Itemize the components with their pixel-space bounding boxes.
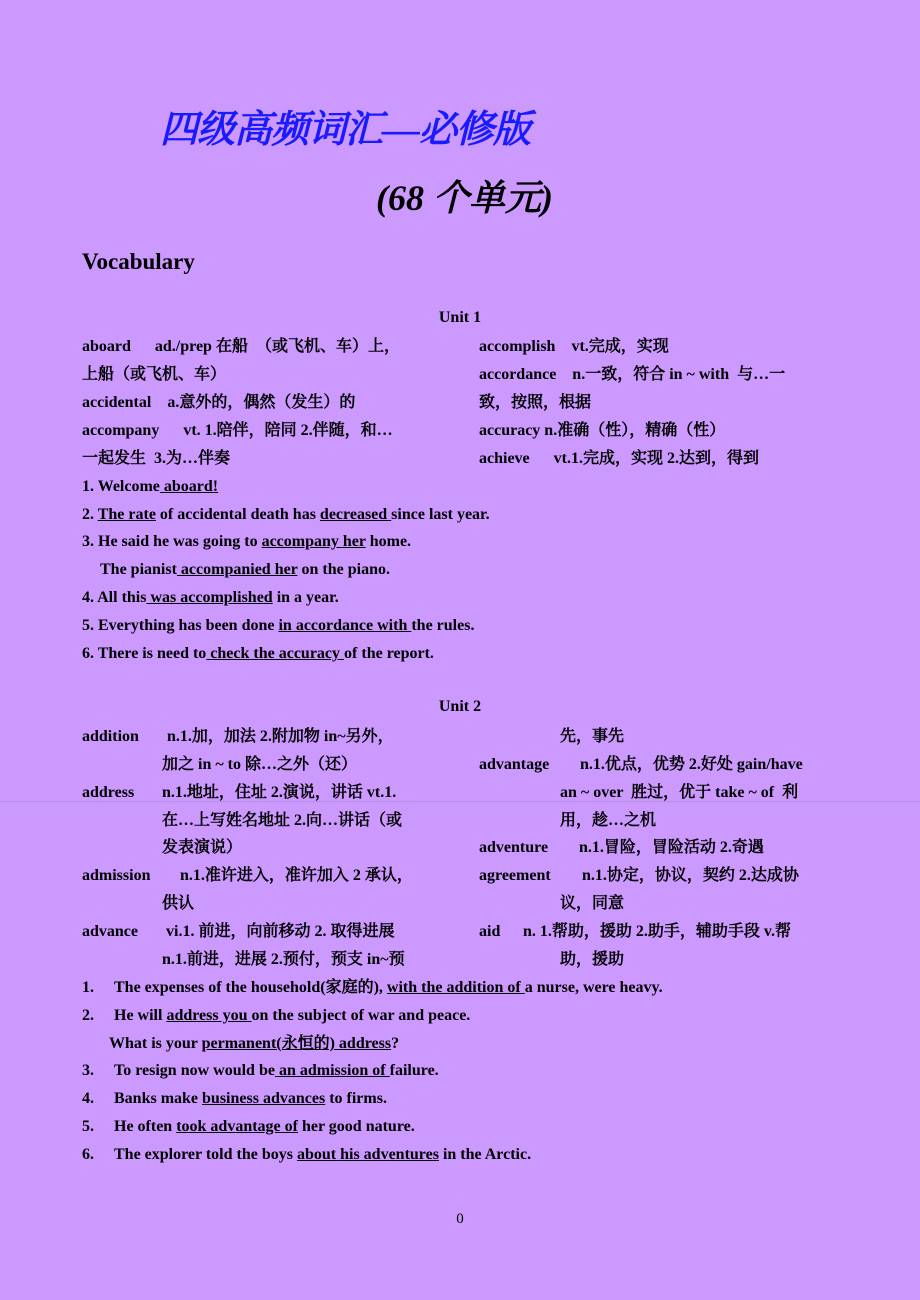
page-subtitle: (68 个单元)	[376, 178, 553, 218]
example-number-4: 4.	[82, 1090, 94, 1107]
example-number-2: 2.	[82, 1007, 94, 1024]
def-address-1: n.1.地址，住址 2.演说，讲话 vt.1.	[162, 784, 397, 801]
entry-aboard-cont: 上船（或飞机、车）	[82, 366, 227, 383]
term-addition: addition	[82, 728, 139, 745]
def-admission-1: n.1.准许进入，准许加入 2 承认，	[180, 867, 413, 884]
example-5: 5. Everything has been done in accordance with the rules.	[82, 617, 475, 634]
entry-accompany: accompany vt. 1.陪伴，陪同 2.伴随，和…	[82, 422, 393, 439]
example-2b: What is your permanent(永恒的) address?	[109, 1035, 400, 1052]
unit1-heading: Unit 1	[438, 309, 482, 326]
example-number-3: 3.	[82, 1062, 94, 1079]
term-aid: aid	[479, 923, 501, 940]
page-number: 0	[456, 1211, 464, 1227]
example-number-6: 6.	[82, 1146, 94, 1163]
example-number-5: 5.	[82, 1118, 94, 1135]
def-advance-1: vi.1. 前进，向前移动 2. 取得进展	[166, 923, 395, 940]
entry-achieve: achieve vt.1.完成，实现 2.达到，得到	[479, 450, 759, 467]
example-1: 1. Welcome aboard!	[82, 478, 219, 495]
unit2-heading: Unit 2	[438, 698, 482, 715]
page-title: 四级高频词汇—必修版	[160, 109, 531, 151]
def-address-2: 在…上写姓名地址 2.向…讲话（或	[162, 812, 403, 829]
term-adventure: adventure	[479, 839, 549, 856]
example-3: 3. He said he was going to accompany her home.	[82, 533, 412, 550]
example-1: The expenses of the household(家庭的), with the addition of a nurse, were heavy.	[114, 979, 663, 996]
term-admission: admission	[82, 867, 151, 884]
example-3b: The pianist accompanied her on the piano.	[100, 561, 390, 578]
example-2: 2. The rate of accidental death has decreased since last year.	[82, 506, 490, 523]
example-2: He will address you on the subject of war and peace.	[114, 1007, 471, 1024]
entry-aboard: aboard ad./prep 在船 （或飞机、车）上，	[82, 338, 400, 355]
def-aid-1: n. 1.帮助，援助 2.助手，辅助手段 v.帮	[523, 923, 792, 940]
entry-accordance: accordance n.一致，符合 in ~ with 与…一	[479, 366, 786, 383]
def-aid-2: 助，援助	[560, 951, 625, 968]
entry-accuracy: accuracy n.准确（性），精确（性）	[479, 422, 726, 439]
def-admission-2: 供认	[162, 895, 195, 912]
def-agreement-1: n.1.协定，协议，契约 2.达成协	[582, 867, 799, 884]
vocabulary-heading: Vocabulary	[82, 249, 195, 274]
entry-accidental: accidental a.意外的，偶然（发生）的	[82, 394, 356, 411]
example-4: Banks make business advances to firms.	[114, 1090, 387, 1107]
example-6: The explorer told the boys about his adventures in the Arctic.	[114, 1146, 532, 1163]
def-agreement-2: 议，同意	[560, 895, 625, 912]
example-6: 6. There is need to check the accuracy of the report.	[82, 645, 434, 662]
def-advance-2: n.1.前进，进展 2.预付，预支 in~预	[162, 951, 405, 968]
def-addition-2: 加之 in ~ to 除…之外（还）	[162, 756, 357, 773]
example-4: 4. All this was accomplished in a year.	[82, 589, 339, 606]
def-advantage-2: an ~ over 胜过，优于 take ~ of 利	[560, 784, 799, 801]
def-adventure-1: n.1.冒险，冒险活动 2.奇遇	[579, 839, 764, 856]
def-addition-1: n.1.加，加法 2.附加物 in~另外，	[167, 728, 394, 745]
divider-line	[0, 801, 920, 802]
term-advance: advance	[82, 923, 138, 940]
term-agreement: agreement	[479, 867, 551, 884]
def-address-3: 发表演说）	[162, 839, 243, 856]
example-number-1: 1.	[82, 979, 94, 996]
def-advantage-1: n.1.优点，优势 2.好处 gain/have	[580, 756, 803, 773]
entry-accordance-cont: 致，按照，根据	[479, 394, 592, 411]
term-advantage: advantage	[479, 756, 550, 773]
def-advantage-3: 用，趁…之机	[560, 812, 657, 829]
example-5: He often took advantage of her good nature.	[114, 1118, 415, 1135]
term-address: address	[82, 784, 135, 801]
entry-accompany-cont: 一起发生 3.为…伴奏	[82, 450, 231, 467]
def-advance-3: 先，事先	[560, 728, 625, 745]
example-3: To resign now would be an admission of failure.	[114, 1062, 439, 1079]
entry-accomplish: accomplish vt.完成，实现	[479, 338, 669, 355]
